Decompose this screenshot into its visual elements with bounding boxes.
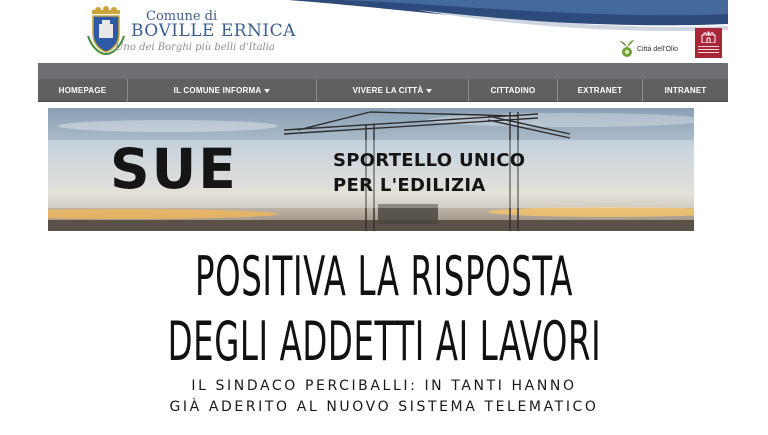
article-subheadline <box>0 376 768 418</box>
nav-item-homepage[interactable] <box>38 79 128 102</box>
citta-olio-label: Città dell'Olio <box>637 45 679 53</box>
nav-item-label: HOMEPAGE <box>58 86 107 95</box>
subheadline-line: GIÀ ADERITO AL NUOVO SISTEMA TELEMATICO <box>169 399 599 415</box>
nav-item-label: EXTRANET <box>577 86 623 95</box>
nav-item-vivere-la-citta[interactable] <box>317 79 469 102</box>
comune-di-label: Comune di <box>146 9 218 24</box>
subheadline-line: IL SINDACO PERCIBALLI: IN TANTI HANNO <box>191 378 577 394</box>
nav-top-strip <box>38 63 728 79</box>
caret-down-icon <box>264 89 270 93</box>
nav-item-il-comune-informa[interactable] <box>128 79 317 102</box>
sue-subtitle <box>333 148 525 198</box>
nav-item-intranet[interactable] <box>643 79 728 102</box>
nav-item-extranet[interactable] <box>558 79 643 102</box>
citta-olio-logo[interactable] <box>619 38 678 60</box>
nav-item-label: VIVERE LA CITTÀ <box>352 86 424 95</box>
nav-item-cittadino[interactable] <box>469 79 558 102</box>
town-tagline: Uno dei Borghi più belli d'Italia <box>115 42 275 53</box>
main-navigation <box>38 79 728 102</box>
headline-line: DEGLI ADDETTI AI LAVORI <box>167 310 601 373</box>
nav-item-label: INTRANET <box>664 86 707 95</box>
borghi-piu-belli-logo-icon[interactable] <box>695 28 722 58</box>
article-headline <box>0 245 768 378</box>
headline-line: POSITIVA LA RISPOSTA <box>194 245 573 308</box>
sue-banner[interactable] <box>48 108 694 231</box>
olive-branch-icon <box>619 39 635 59</box>
sue-title: SUE <box>110 137 238 201</box>
nav-item-label: IL COMUNE INFORMA <box>173 86 262 95</box>
sue-subtitle-line: SPORTELLO UNICO <box>333 150 526 171</box>
sue-subtitle-line: PER L'EDILIZIA <box>333 175 486 196</box>
site-header <box>38 0 728 63</box>
nav-item-label: CITTADINO <box>490 86 536 95</box>
caret-down-icon <box>426 89 432 93</box>
town-name[interactable]: BOVILLE ERNICA <box>131 21 296 41</box>
